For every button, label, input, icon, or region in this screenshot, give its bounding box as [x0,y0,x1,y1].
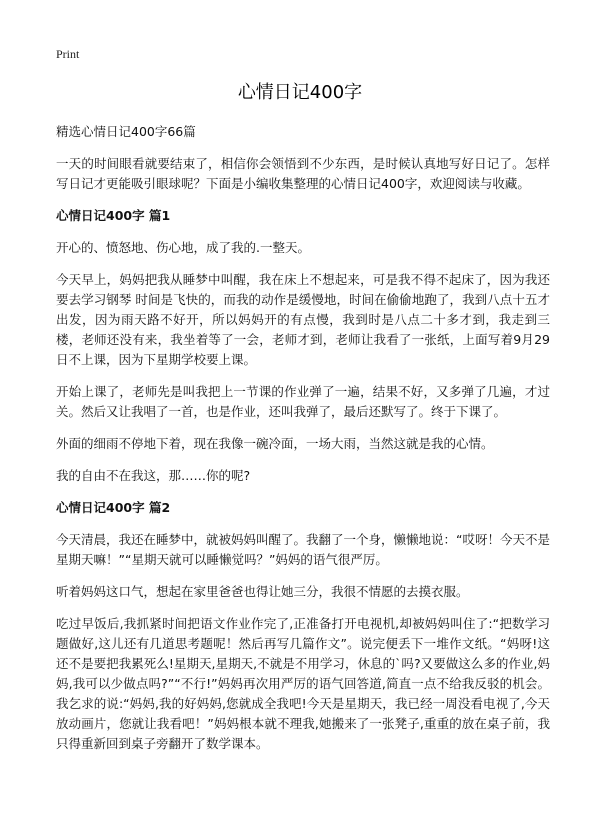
paragraph: 开始上课了，老师先是叫我把上一节课的作业弹了一遍，结果不好，又多弹了几遍，才过关。然后又让我唱了一首，也是作业，还叫我弹了，最后还默写了。终于下课了。 [56,384,550,419]
section-1 [56,206,550,486]
paragraph: 开心的、愤怒地、伤心地，成了我的.一整天。 [56,240,310,255]
article-body [56,122,550,766]
paragraph: 听着妈妈这口气，想起在家里爸爸也得让她三分，我很不情愿的去摸衣服。 [56,584,469,599]
section-heading: 心情日记400字 篇1 [56,208,171,223]
paragraph: 今天早上，妈妈把我从睡梦中叫醒，我在床上不想起来，可是我不得不起床了，因为我还要去学习钢琴 时间是飞快的，而我的动作是缓慢地，时间在偷偷地跑了，我到八点十五才出发，因为雨天路不好开，所以妈妈开的有点慢，我到时是八点二十多才到，我走到三楼，老师还没有来，我坐着等了一会，老师才到，老师让我看了一张纸，上面写着9月29日不上课，因为下星期学校要上课。 [56,272,550,367]
paragraph: 今天清晨，我还在睡梦中，就被妈妈叫醒了。我翻了一个身，懒懒地说：“哎呀！今天不是星期天嘛！”“星期天就可以睡懒觉吗？”妈妈的语气很严厉。 [56,532,550,567]
section-heading: 心情日记400字 篇2 [56,500,171,515]
intro-paragraph: 一天的时间眼看就要结束了，相信你会领悟到不少东西，是时候认真地写好日记了。怎样写日记才更能吸引眼球呢？下面是小编收集整理的心情日记400字，欢迎阅读与收藏。 [56,156,550,191]
paragraph: 吃过早饭后,我抓紧时间把语文作业作完了,正准备打开电视机,却被妈妈叫住了:“把数学习题做好,这儿还有几道思考题呢！然后再写几篇作文”。说完便丢下一堆作文纸。“妈呀!这还不是要把我累死么!星期天,星期天,不就是不用学习，休息的`吗?又要做这么多的作业,妈妈,我可以少做点吗?”“不行!”妈妈再次用严厉的语气回答道,简直一点不给我反驳的机会。我乞求的说:“妈妈,我的好妈妈,您就成全我吧!今天是星期天，我已经一周没看电视了,今天放动画片，您就让我看吧！”妈妈根本就不理我,她搬来了一张凳子,重重的放在桌子前，我只得重新回到桌子旁翻开了数学课本。 [56,616,550,751]
print-link[interactable]: Print [56,47,80,61]
article-subtitle: 精选心情日记400字66篇 [56,124,196,139]
paragraph: 外面的细雨不停地下着，现在我像一碗冷面，一场大雨，当然这就是我的心情。 [56,436,494,451]
page-title: 心情日记400字 [237,82,363,103]
paragraph: 我的自由不在我这，那……你的呢? [56,468,251,483]
section-2 [56,498,550,754]
